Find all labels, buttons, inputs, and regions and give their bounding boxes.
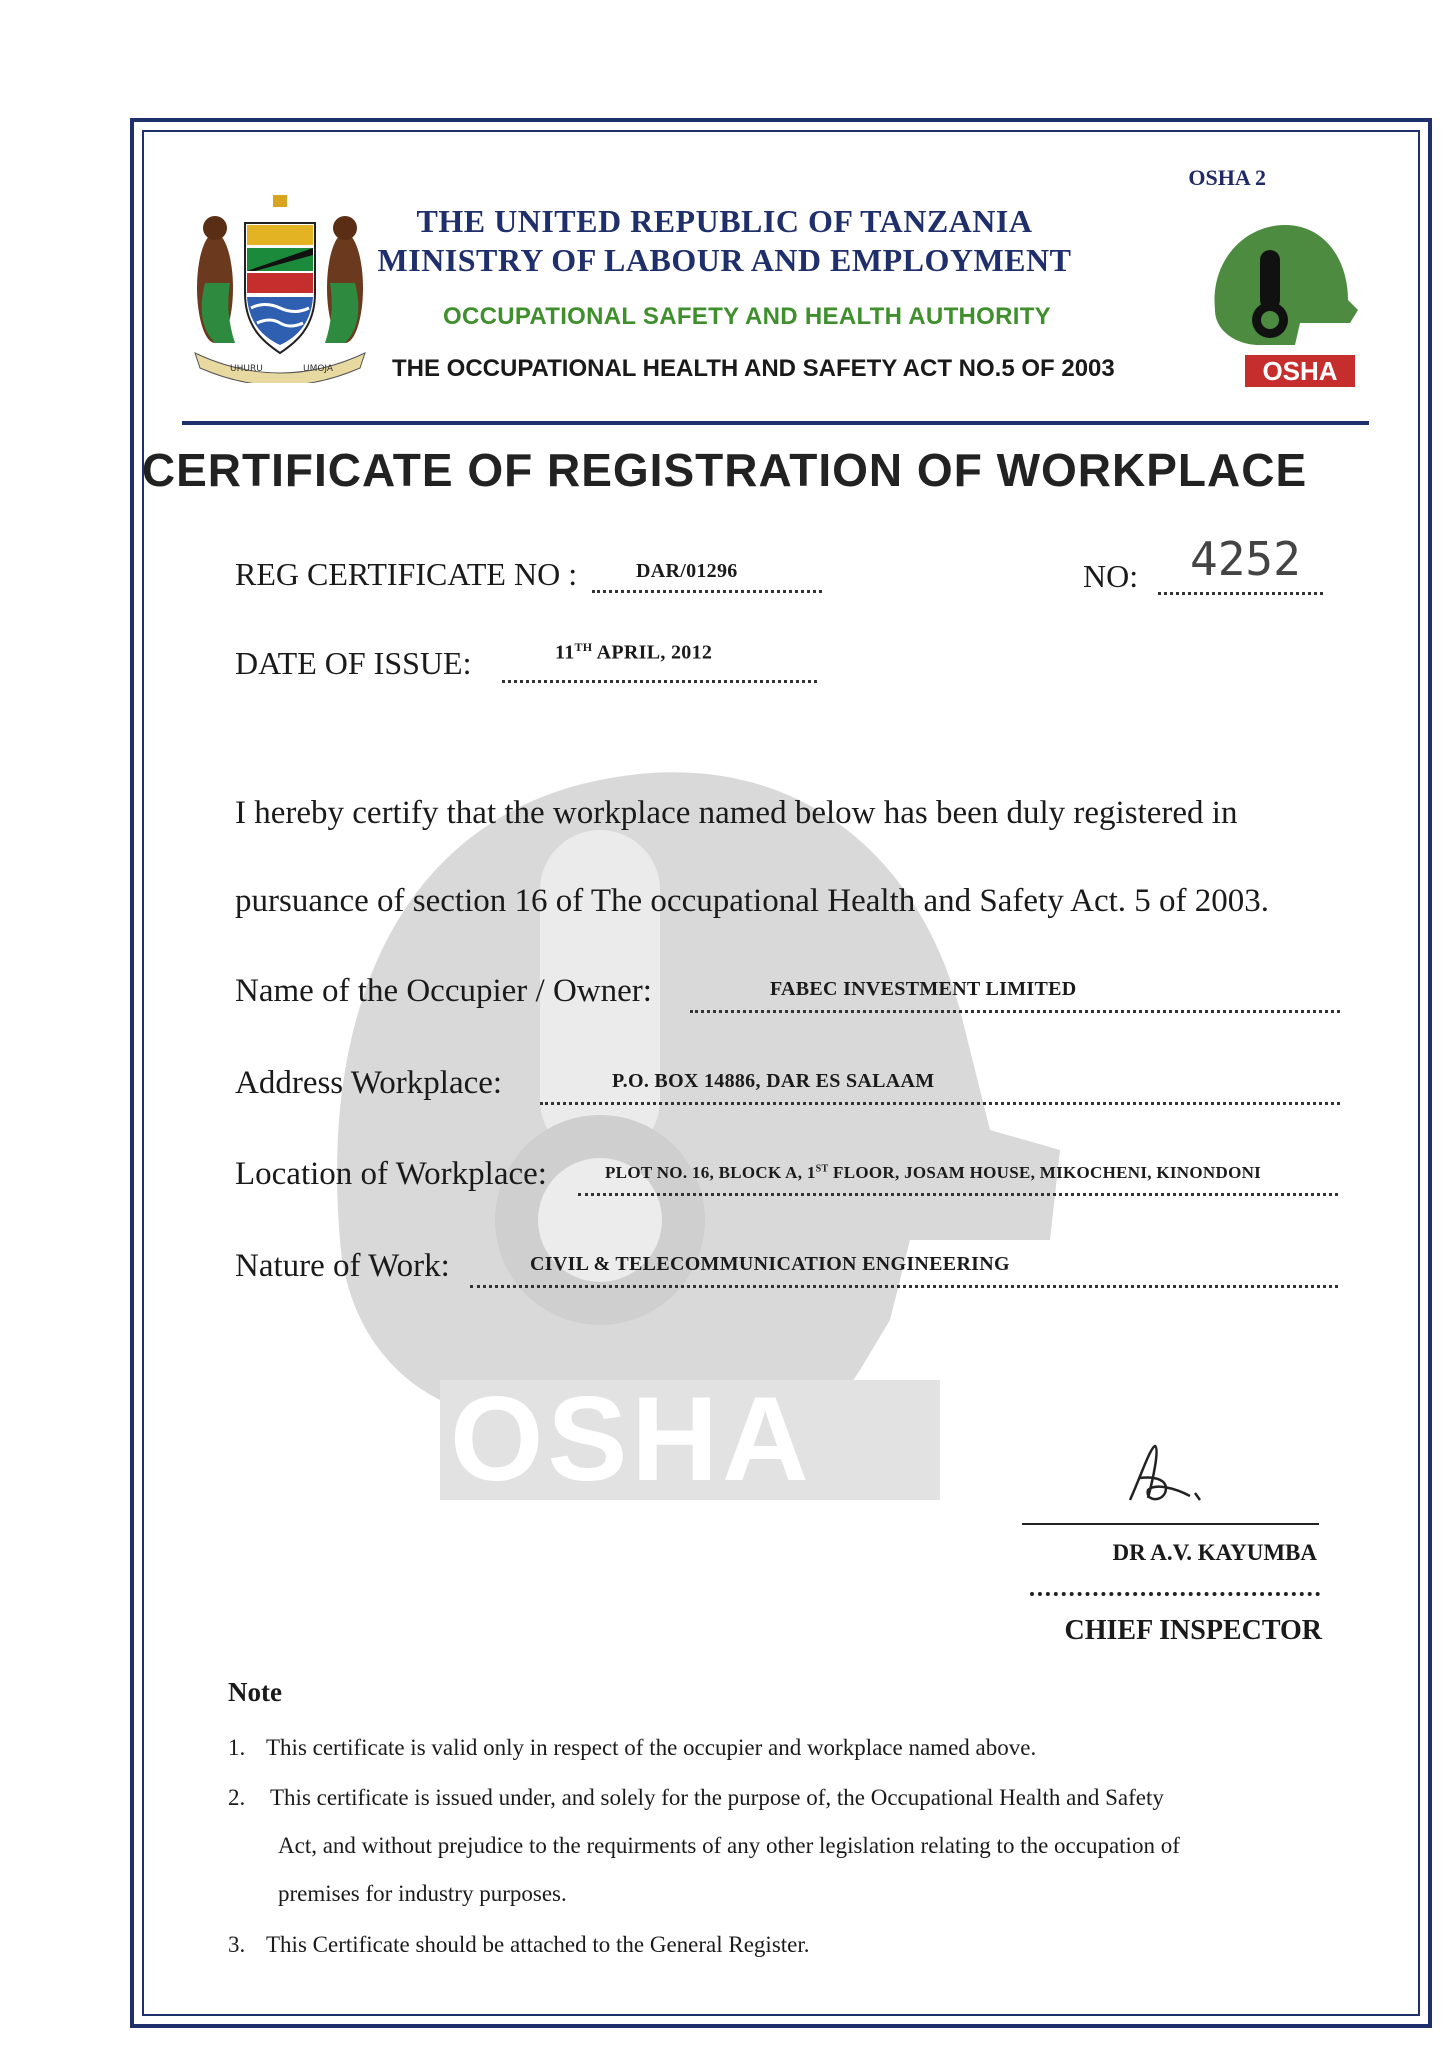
location-dots — [578, 1193, 1338, 1196]
certify-line-1: I hereby certify that the workplace named below has been duly registered in — [235, 795, 1238, 831]
emblem-motto-right: UMOJA — [303, 364, 334, 374]
watermark-text: OSHA — [450, 1372, 813, 1500]
note-text-continued: Act, and without prejudice to the requirments of any other legislation relating to the occupation of — [278, 1833, 1180, 1858]
reg-cert-value: DAR/01296 — [636, 560, 738, 582]
form-code: OSHA 2 — [1188, 165, 1266, 190]
signature-line — [1022, 1523, 1319, 1525]
note-text: This certificate is valid only in respect of the occupier and workplace named above. — [266, 1735, 1037, 1760]
emblem-motto-left: UHURU — [230, 364, 263, 374]
date-label: DATE OF ISSUE: — [235, 645, 472, 681]
signature-mark — [1110, 1438, 1220, 1518]
nature-label: Nature of Work: — [235, 1248, 450, 1284]
header-divider — [182, 421, 1369, 425]
reg-cert-dots — [592, 590, 822, 593]
ministry-name: MINISTRY OF LABOUR AND EMPLOYMENT — [377, 242, 1072, 278]
note-number: 3. — [228, 1932, 246, 1957]
nature-value: CIVIL & TELECOMMUNICATION ENGINEERING — [530, 1253, 1010, 1275]
date-dots — [502, 680, 817, 683]
note-text: This Certificate should be attached to the General Register. — [266, 1932, 810, 1957]
owner-value: FABEC INVESTMENT LIMITED — [770, 978, 1077, 1000]
signatory-title: CHIEF INSPECTOR — [1064, 1615, 1322, 1646]
location-label: Location of Workplace: — [235, 1156, 547, 1192]
owner-dots — [690, 1010, 1340, 1013]
date-value: 11TH APRIL, 2012 — [555, 640, 713, 664]
note-text-continued: premises for industry purposes. — [278, 1881, 567, 1906]
country-name: THE UNITED REPUBLIC OF TANZANIA — [416, 203, 1033, 239]
note-text: This certificate is issued under, and solely for the purpose of, the Occupational Health and Safety — [270, 1785, 1164, 1810]
notes-heading: Note — [228, 1677, 282, 1707]
cert-no-dots — [1158, 592, 1323, 595]
certify-line-2: pursuance of section 16 of The occupational Health and Safety Act. 5 of 2003. — [235, 883, 1270, 919]
location-value: PLOT NO. 16, BLOCK A, 1ST FLOOR, JOSAM HOUSE, MIKOCHENI, KINONDONI — [605, 1163, 1262, 1182]
signatory-name: DR A.V. KAYUMBA — [1112, 1540, 1317, 1565]
cert-no-label: NO: — [1083, 558, 1139, 594]
note-number: 2. — [228, 1785, 246, 1810]
note-number: 1. — [228, 1735, 246, 1760]
signatory-dots — [1030, 1592, 1320, 1596]
certificate-title: CERTIFICATE OF REGISTRATION OF WORKPLACE — [141, 444, 1308, 496]
osha-logo-text: OSHA — [1262, 356, 1338, 386]
address-label: Address Workplace: — [235, 1065, 503, 1101]
cert-no-value: 4252 — [1190, 532, 1301, 586]
authority-name: OCCUPATIONAL SAFETY AND HEALTH AUTHORITY — [443, 303, 1051, 330]
address-dots — [540, 1102, 1340, 1105]
act-reference: THE OCCUPATIONAL HEALTH AND SAFETY ACT NO.5 OF 2003 — [392, 355, 1115, 382]
owner-label: Name of the Occupier / Owner: — [235, 973, 652, 1009]
nature-dots — [470, 1285, 1338, 1288]
address-value: P.O. BOX 14886, DAR ES SALAAM — [612, 1070, 935, 1092]
reg-cert-label: REG CERTIFICATE NO : — [235, 556, 578, 592]
